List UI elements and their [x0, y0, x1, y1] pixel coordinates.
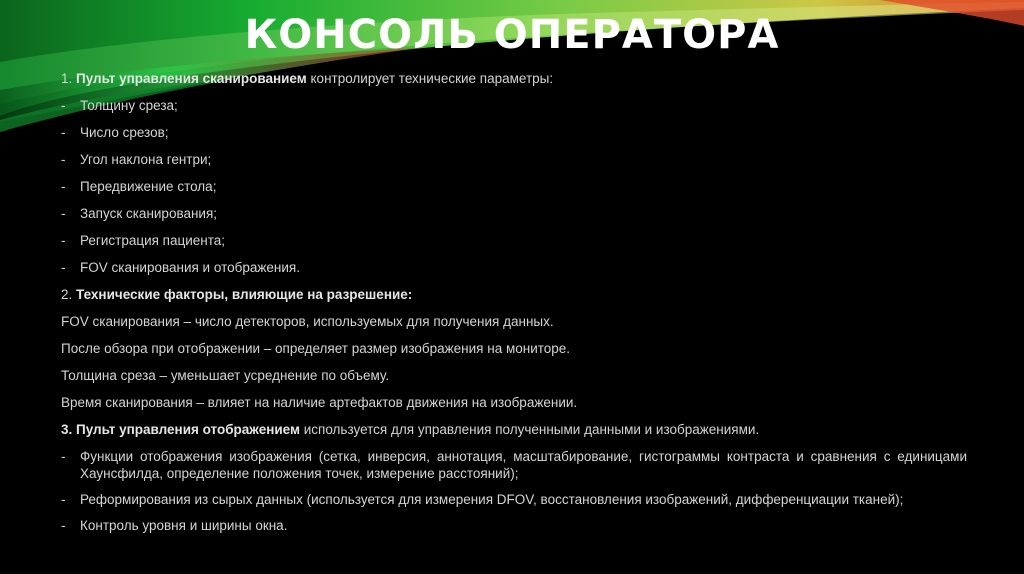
- dash: -: [61, 449, 66, 464]
- paragraph: Время сканирования – влияет на наличие артефактов движения на изображении.: [61, 395, 578, 410]
- section-2-title: Технические факторы, влияющие на разрешение:: [76, 287, 413, 302]
- paragraph: После обзора при отображении – определяет размер изображения на мониторе.: [61, 341, 571, 356]
- list-item-text: Запуск сканирования;: [80, 206, 218, 221]
- dash: -: [61, 233, 66, 248]
- section-2-number: 2.: [61, 287, 77, 302]
- dash: -: [61, 260, 66, 275]
- dash: -: [61, 98, 66, 113]
- list-item: [61, 232, 967, 249]
- list-item-text: Реформирования из сырых данных (используется для измерения DFOV, восстановления изображений, дифференциации тканей);: [80, 492, 904, 507]
- list-item: [61, 448, 967, 482]
- list-item-text: Угол наклона гентри;: [80, 152, 212, 167]
- list-item: [61, 205, 967, 222]
- dash: -: [61, 152, 66, 167]
- list-item: [61, 151, 967, 168]
- list-item: [61, 517, 967, 534]
- list-item: [61, 178, 967, 195]
- section-1-title: Пульт управления сканированием: [76, 71, 307, 86]
- list-item-text: FOV сканирования и отображения.: [80, 260, 300, 275]
- paragraph: FOV сканирования – число детекторов, используемых для получения данных.: [61, 314, 554, 329]
- list-item-text: Контроль уровня и ширины окна.: [80, 518, 288, 533]
- section-1-heading: [61, 70, 967, 87]
- section-3-heading: [61, 421, 967, 438]
- list-item-text: Толщину среза;: [80, 98, 178, 113]
- list-item: [61, 124, 967, 141]
- list-item-text: Число срезов;: [80, 125, 169, 140]
- slide-title: КОНСОЛЬ ОПЕРАТОРА: [244, 12, 780, 58]
- list-item-text: Регистрация пациента;: [80, 233, 226, 248]
- dash: -: [61, 125, 66, 140]
- list-item-text: Функции отображения изображения (сетка, инверсия, аннотация, масштабирование, гистограммы контраста и сравнения с единицами Хаунсфилда, определение положения точек, измерение расстояний);: [80, 449, 967, 481]
- list-item: [61, 259, 967, 276]
- paragraph: Толщина среза – уменьшает усреднение по объему.: [61, 368, 390, 383]
- section-1-number: 1.: [61, 71, 77, 86]
- dash: -: [61, 492, 66, 507]
- list-item: [61, 491, 967, 508]
- section-3-number: 3.: [61, 422, 77, 437]
- section-3-title: Пульт управления отображением: [76, 422, 300, 437]
- dash: -: [61, 518, 66, 533]
- dash: -: [61, 179, 66, 194]
- section-1-rest: контролирует технические параметры:: [306, 71, 554, 86]
- list-item-text: Передвижение стола;: [80, 179, 217, 194]
- dash: -: [61, 206, 66, 221]
- slide-content: [61, 70, 967, 544]
- section-2-heading: [61, 286, 967, 303]
- section-3-rest: используется для управления полученными данными и изображениями.: [299, 422, 760, 437]
- list-item: [61, 97, 967, 114]
